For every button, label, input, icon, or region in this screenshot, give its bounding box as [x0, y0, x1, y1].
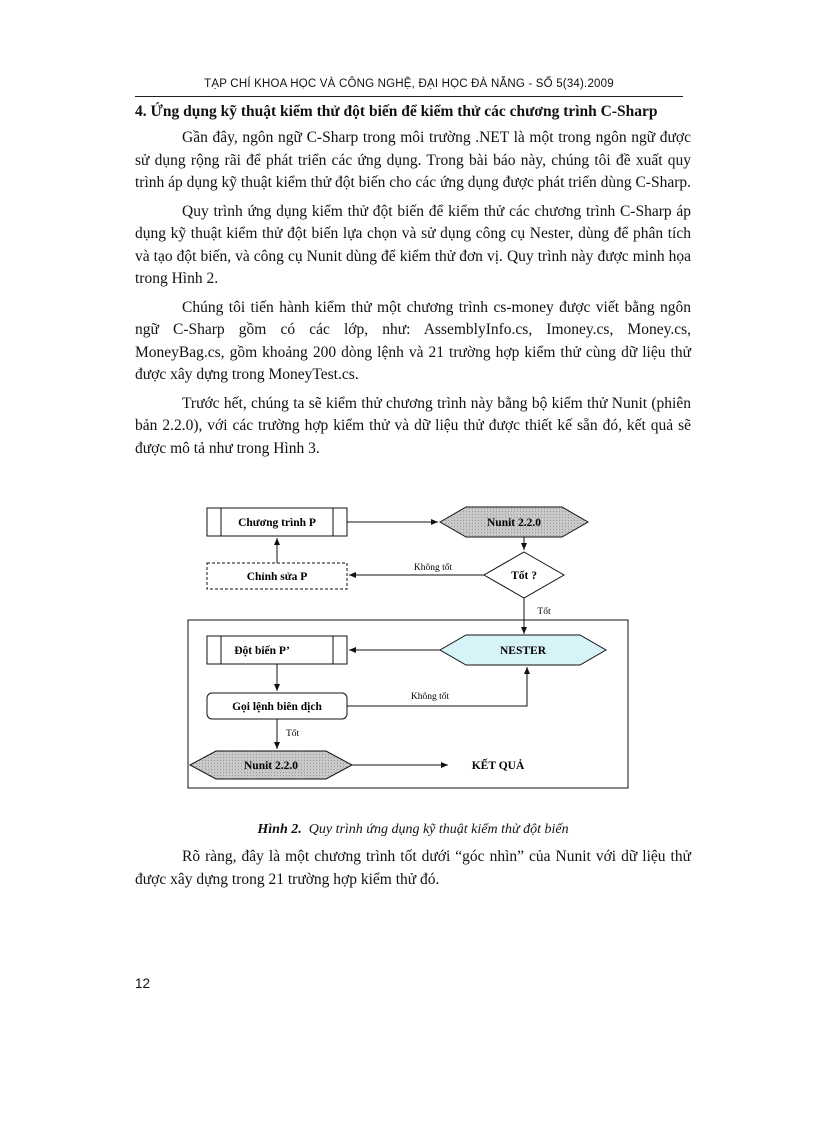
- paragraph-3: Chúng tôi tiến hành kiểm thử một chương trình cs-money được viết bằng ngôn ngữ C-Sharp gồm có các lớp, như: AssemblyInfo.cs, Imoney.cs, Money.cs, MoneyBag.cs, gồm khoảng 200 dòng lệnh và 21 trường hợp kiểm thử cùng dữ liệu thử được xây dựng trong MoneyTest.cs.: [135, 298, 691, 383]
- edit-p-label: Chỉnh sửa P: [246, 571, 308, 583]
- paragraph-1: Gần đây, ngôn ngữ C-Sharp trong môi trường .NET là một trong ngôn ngữ được sử dụng rộng rãi để phát triển các ứng dụng. Trong bài báo này, chúng tôi đề xuất quy trình áp dụng kỹ thuật kiểm thử đột biến cho các ứng dụng được phát triển dùng C-Sharp.: [135, 129, 691, 191]
- good-label-1: Tốt: [537, 607, 551, 617]
- good-label-2: Tốt: [286, 729, 300, 739]
- section-title: 4. Ứng dụng kỹ thuật kiểm thử đột biến để kiểm thử các chương trình C-Sharp: [135, 103, 658, 120]
- result-label: KẾT QUẢ: [471, 760, 525, 772]
- header-rule: [135, 96, 683, 97]
- nunit-top-hexagon: [440, 507, 588, 537]
- nunit-bottom-label: Nunit 2.2.0: [244, 760, 298, 772]
- compile-label: Gọi lệnh biên dịch: [232, 701, 322, 713]
- edit-p-box: [207, 563, 347, 589]
- running-header: TẠP CHÍ KHOA HỌC VÀ CÔNG NGHỆ, ĐẠI HỌC ĐÀ NẴNG - SỐ 5(34).2009: [204, 78, 614, 90]
- not-good-label-1: Không tốt: [413, 563, 453, 573]
- mutant-p-label: Đột biến P’: [234, 645, 290, 657]
- decision-diamond: [484, 552, 564, 598]
- paragraph-4: Trước hết, chúng ta sẽ kiểm thử chương trình này bằng bộ kiểm thử Nunit (phiên bản 2.2.0), với các trường hợp kiểm thử và dữ liệu thử được thiết kế sẵn đó, kết quả sẽ được mô tả như trong Hình 3.: [135, 394, 691, 457]
- nunit-top-label: Nunit 2.2.0: [487, 517, 541, 529]
- program-p-box: [207, 508, 347, 536]
- caption-text: Quy trình ứng dụng kỹ thuật kiểm thử đột biến: [308, 822, 569, 837]
- paragraph-5: Rõ ràng, đây là một chương trình tốt dưới “góc nhìn” của Nunit với dữ liệu thử được xây dựng trong 21 trường hợp kiểm thử đó.: [135, 848, 691, 888]
- compile-box: [207, 693, 347, 719]
- figure-caption: [135, 822, 691, 838]
- body-text-top: [135, 127, 691, 466]
- program-p-label: Chương trình P: [238, 517, 316, 529]
- nester-label: NESTER: [499, 645, 547, 657]
- mutant-p-box: [207, 636, 347, 664]
- decision-label: Tốt ?: [511, 570, 537, 582]
- caption-label: Hình 2.: [257, 822, 302, 837]
- paragraph-2: Quy trình ứng dụng kiểm thử đột biến để kiểm thử các chương trình C-Sharp áp dụng kỹ thuật kiểm thử đột biến lựa chọn và sử dụng công cụ Nester, dùng để phân tích và tạo đột biến, và công cụ Nunit dùng để kiểm thử đơn vị. Quy trình này được minh họa trong Hình 2.: [135, 202, 691, 287]
- flow-diagram: [180, 495, 630, 795]
- nester-hexagon: [440, 635, 606, 665]
- body-text-bottom: [135, 846, 691, 897]
- page-number: 12: [135, 976, 151, 991]
- not-good-label-2: Không tốt: [410, 692, 450, 702]
- nunit-bottom-hexagon: [190, 751, 352, 779]
